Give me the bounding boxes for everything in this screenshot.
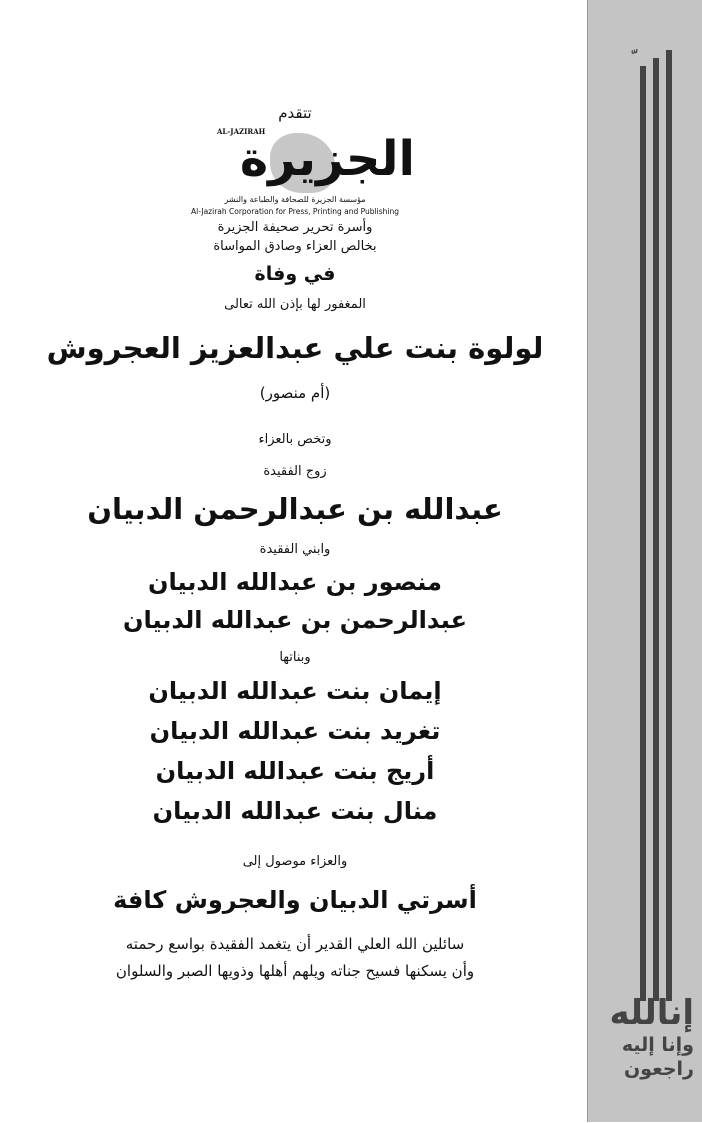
side-panel bbox=[587, 0, 702, 1122]
extended-families: أسرتي الدبيان والعجروش كافة bbox=[113, 886, 477, 914]
son-name: منصور بن عبدالله الدبيان bbox=[148, 568, 442, 596]
logo-latin: AL-JAZIRAH bbox=[217, 127, 266, 136]
vertical-bar bbox=[640, 66, 646, 1001]
vertical-bar bbox=[666, 50, 672, 1001]
son-name: عبدالرحمن بن عبدالله الدبيان bbox=[123, 606, 467, 634]
panel-line-2: وإنا إليه bbox=[621, 1034, 694, 1056]
daughter-name: منال بنت عبدالله الدبيان bbox=[152, 797, 438, 825]
logo-arabic: الجزيرة bbox=[239, 131, 415, 187]
daughter-name: تغريد بنت عبدالله الدبيان bbox=[149, 717, 441, 745]
sons-label: وابني الفقيدة bbox=[259, 542, 331, 557]
daughters-label: وبناتها bbox=[279, 650, 311, 665]
condolence-text: بخالص العزاء وصادق المواساة bbox=[213, 239, 377, 254]
presents-text: تتقدم bbox=[278, 104, 312, 122]
prayer-line: سائلين الله العلي القدير أن يتغمد الفقيدة بواسع رحمته bbox=[125, 935, 465, 953]
daughter-name: أريج بنت عبدالله الدبيان bbox=[155, 757, 435, 785]
death-of-text: في وفاة bbox=[254, 263, 336, 285]
corporation-arabic: مؤسسة الجزيرة للصحافة والطباعة والنشر bbox=[224, 195, 366, 204]
editorial-text: وأسرة تحرير صحيفة الجزيرة bbox=[217, 220, 373, 235]
panel-line-1: إنالله bbox=[609, 993, 694, 1033]
deceased-name: لولوة بنت علي عبدالعزيز العجروش bbox=[46, 331, 544, 365]
al-jazirah-logo bbox=[215, 125, 415, 203]
husband-label: زوج الفقيدة bbox=[263, 464, 327, 479]
daughter-name: إيمان بنت عبدالله الدبيان bbox=[148, 677, 442, 705]
prayer-line: وأن يسكنها فسيح جناته ويلهم أهلها وذويها الصبر والسلوان bbox=[115, 962, 475, 980]
husband-name: عبدالله بن عبدالرحمن الدبيان bbox=[87, 492, 503, 526]
deceased-kunya: (أم منصور) bbox=[259, 384, 331, 402]
vertical-bar bbox=[653, 58, 659, 1001]
corporation-english: Al-Jazirah Corporation for Press, Printing and Publishing bbox=[191, 207, 399, 216]
late-text: المغفور لها بإذن الله تعالى bbox=[224, 297, 366, 312]
panel-line-3: راجعون bbox=[624, 1058, 694, 1080]
specifically-text: وتخص بالعزاء bbox=[258, 432, 332, 447]
extended-label: والعزاء موصول إلى bbox=[242, 854, 348, 869]
